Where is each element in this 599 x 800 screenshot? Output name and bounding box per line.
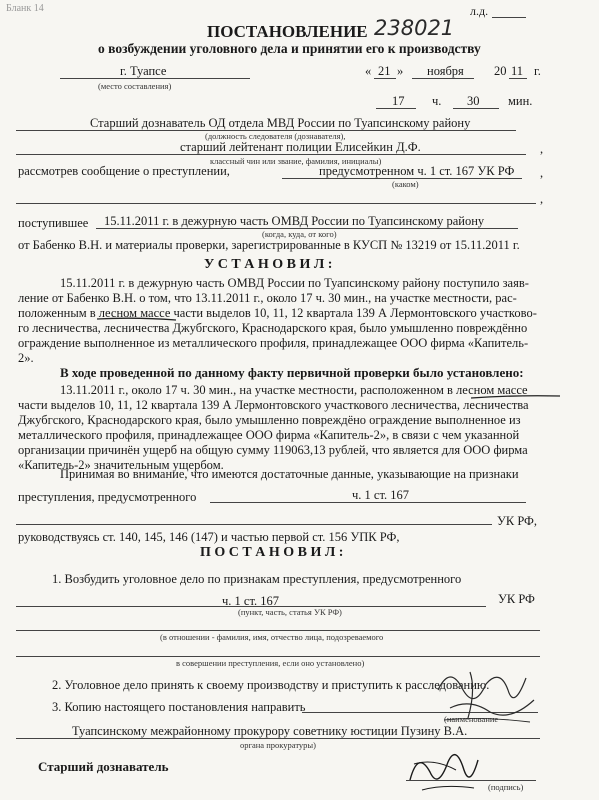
crime-label: преступления, предусмотренного bbox=[18, 490, 197, 504]
commission-line bbox=[16, 656, 540, 657]
year-prefix: 20 bbox=[494, 64, 507, 78]
time-hour: 17 bbox=[392, 94, 405, 108]
received-label: поступившее bbox=[18, 216, 89, 230]
p1-line-4: го лесничества, лесничества Джубгского, Краснодарского края, было умышленно повреждённо bbox=[18, 321, 528, 335]
p1-line-6: 2». bbox=[18, 351, 34, 365]
place-caption: (место составления) bbox=[98, 81, 172, 91]
relation-caption: (в отношении - фамилия, имя, отчество лица, подозреваемого bbox=[160, 632, 384, 642]
p2-line-6: «Капитель-2» значительным ущербом. bbox=[18, 458, 224, 472]
document-title: ПОСТАНОВЛЕНИЕ bbox=[207, 22, 368, 41]
prosecutor-line bbox=[16, 738, 540, 739]
handwritten-signature-2 bbox=[404, 740, 482, 796]
signer-title: Старший дознаватель bbox=[38, 759, 169, 774]
handwritten-signature-1 bbox=[430, 660, 540, 730]
guided-text: руководствуясь ст. 140, 145, 146 (147) и частью первой ст. 156 УПК РФ, bbox=[18, 530, 400, 544]
item-1-ukrf: УК РФ bbox=[498, 592, 535, 606]
date-quote-close: » bbox=[397, 64, 404, 78]
crime-article: ч. 1 ст. 167 bbox=[352, 488, 409, 502]
p2-line-4: металлического профиля, принадлежащее ООО фирма «Капитель-2», в связи с чем указанной bbox=[18, 428, 520, 442]
case-sheet-line bbox=[492, 17, 526, 18]
place-line bbox=[60, 78, 250, 79]
year-line bbox=[509, 78, 527, 79]
review-caption: (каком) bbox=[392, 179, 419, 189]
review-article: предусмотренном ч. 1 ст. 167 УК РФ bbox=[319, 164, 515, 178]
received-value: 15.11.2011 г. в дежурную часть ОМВД России по Туапсинскому району bbox=[104, 214, 485, 228]
review-comma: , bbox=[540, 166, 544, 180]
officer-rank-name: старший лейтенант полиции Елисейкин Д.Ф. bbox=[180, 140, 421, 154]
item-3-caption: (наименование bbox=[444, 714, 499, 724]
relation-line bbox=[16, 630, 540, 631]
blank-line-comma: , bbox=[540, 192, 544, 206]
item-1-article: ч. 1 ст. 167 bbox=[222, 594, 279, 608]
prosecutor-caption: органа прокуратуры) bbox=[240, 740, 316, 750]
resolved-heading: П О С Т А Н О В И Л : bbox=[200, 545, 344, 560]
uk-rf-label: УК РФ, bbox=[497, 514, 538, 528]
item-1-caption: (пункт, часть, статья УК РФ) bbox=[238, 607, 342, 617]
crime-line-2 bbox=[16, 524, 492, 525]
p1-line-2: ление от Бабенко В.Н. о том, что 13.11.2011 г., около 17 ч. 30 мин., на участке местности, рас- bbox=[18, 291, 517, 305]
p1-line-3: положенным в лесном массе части выделов 10, 11, 12 квартала 139 А Лермонтовского участково- bbox=[18, 306, 537, 320]
blank-line-1 bbox=[16, 203, 536, 204]
handwritten-underline-2 bbox=[470, 393, 562, 401]
item-3-text: 3. Копию настоящего постановления направить bbox=[52, 700, 306, 714]
date-month: ноября bbox=[427, 64, 464, 78]
prosecutor-name: Туапсинскому межрайонному прокурору советнику юстиции Пузину В.А. bbox=[72, 724, 468, 738]
form-label: Бланк 14 bbox=[6, 3, 44, 14]
time-minute: 30 bbox=[467, 94, 480, 108]
p2-line-1: 13.11.2011 г., около 17 ч. 30 мин., на участке местности, расположенном в лесном массе bbox=[60, 383, 528, 397]
year-unit: г. bbox=[534, 64, 541, 78]
day-line bbox=[374, 78, 396, 79]
p1-line-1: 15.11.2011 г. в дежурную часть ОМВД России по Туапсинскому району поступило заяв- bbox=[60, 276, 529, 290]
check-heading: В ходе проведенной по данному факту первичной проверки было установлено: bbox=[60, 365, 524, 380]
document-subtitle: о возбуждении уголовного дела и принятии его к производству bbox=[98, 41, 481, 56]
position-caption: (должность следователя (дознавателя), bbox=[205, 131, 346, 141]
handwritten-underline-1 bbox=[96, 316, 178, 322]
p2-line-5: организации причинён ущерб на общую сумму 119063,13 рублей, что является для ООО фирма bbox=[18, 443, 528, 457]
date-quote-open: « bbox=[365, 64, 372, 78]
minute-line bbox=[453, 108, 499, 109]
officer-position: Старший дознаватель ОД отдела МВД России по Туапсинскому району bbox=[90, 116, 471, 130]
rank-line bbox=[16, 154, 526, 155]
considering-text: Принимая во внимание, что имеются достаточные данные, указывающие на признаки bbox=[60, 467, 519, 481]
month-line bbox=[412, 78, 474, 79]
received-from: от Бабенко В.Н. и материалы проверки, зарегистрированные в КУСП № 13219 от 15.11.2011 г. bbox=[18, 238, 520, 252]
place-value: г. Туапсе bbox=[120, 64, 167, 78]
year-suffix: 11 bbox=[511, 64, 524, 78]
minute-unit: мин. bbox=[508, 94, 533, 108]
established-heading: У С Т А Н О В И Л : bbox=[204, 257, 333, 272]
date-day: 21 bbox=[378, 64, 391, 78]
item-1-text: 1. Возбудить уголовное дело по признакам преступления, предусмотренного bbox=[52, 572, 462, 586]
hour-line bbox=[376, 108, 416, 109]
signature-caption: (подпись) bbox=[488, 782, 524, 792]
received-caption: (когда, куда, от кого) bbox=[262, 229, 337, 239]
case-sheet-label: л.д. bbox=[470, 4, 489, 18]
rank-caption: классный чин или звание, фамилия, инициалы) bbox=[210, 156, 382, 166]
p2-line-2: части выделов 10, 11, 12 квартала 139 А Лермонтовского участкового лесничества, лесничества bbox=[18, 398, 529, 412]
p1-line-5: ограждение выполненное из металлического профиля, принадлежащее ООО фирма «Капитель- bbox=[18, 336, 529, 350]
p2-line-3: Джубгского, Краснодарского края, было умышленно повреждёно ограждение выполненное из bbox=[18, 413, 521, 427]
rank-comma: , bbox=[540, 142, 544, 156]
document-number: 238021 bbox=[374, 16, 455, 40]
crime-line bbox=[210, 502, 526, 503]
review-text: рассмотрев сообщение о преступлении, bbox=[18, 164, 230, 178]
commission-caption: в совершении преступления, если оно установлено) bbox=[176, 658, 365, 668]
hour-unit: ч. bbox=[432, 94, 442, 108]
item-2-text: 2. Уголовное дело принять к своему производству и приступить к расследованию. bbox=[52, 678, 490, 692]
